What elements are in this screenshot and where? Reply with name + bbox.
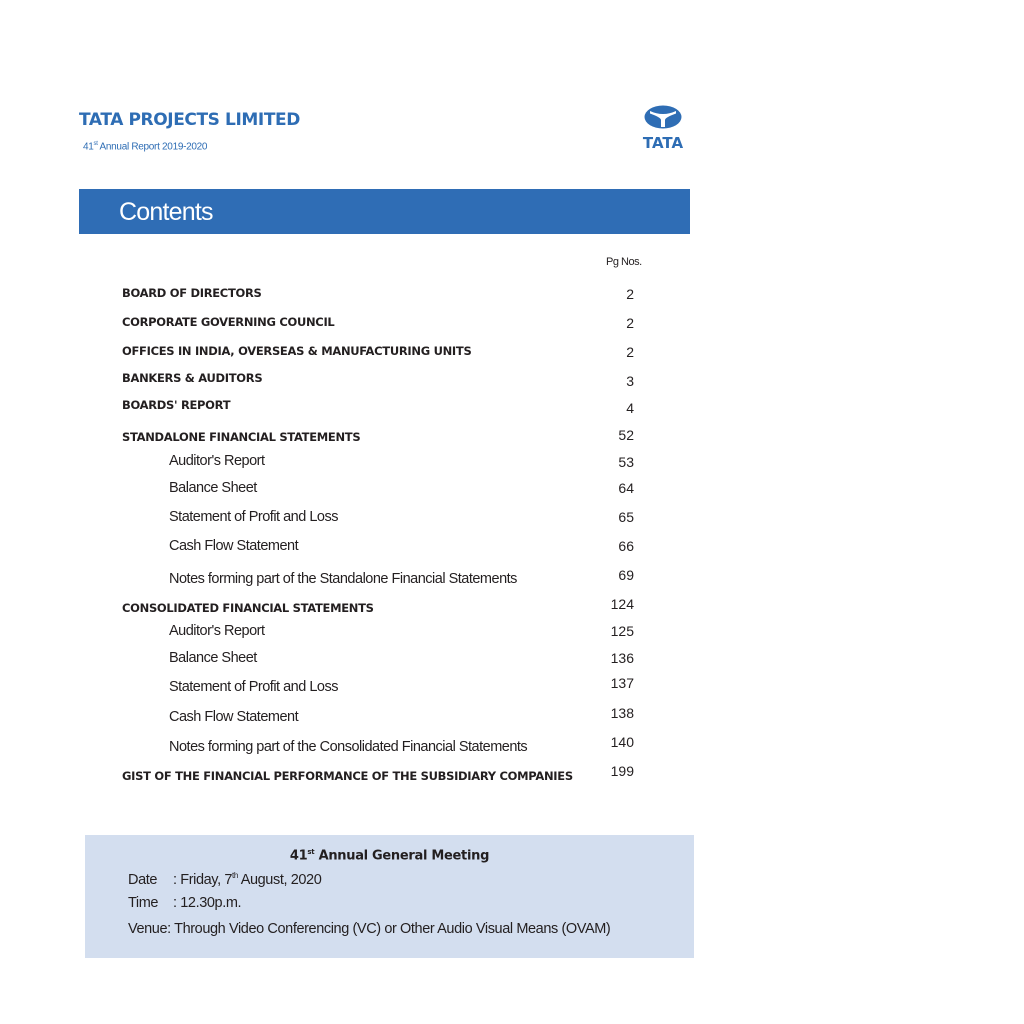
toc-entry-page: 137	[610, 675, 634, 691]
toc-entry-label: Cash Flow Statement	[169, 538, 299, 554]
toc-entry-page: 2	[626, 286, 634, 302]
toc-entry-label: CONSOLIDATED FINANCIAL STATEMENTS	[122, 601, 374, 615]
toc-entry-page: 140	[610, 734, 634, 750]
toc-entry-label: STANDALONE FINANCIAL STATEMENTS	[122, 430, 361, 444]
agm-title-number: 41	[289, 848, 308, 864]
toc-entry	[0, 371, 1024, 391]
toc-entry	[0, 398, 1024, 418]
agm-date-prefix: : Friday, 7	[173, 871, 232, 888]
toc-entry-page: 136	[610, 650, 634, 666]
toc-entry	[0, 453, 1024, 473]
toc-entry-page: 3	[626, 373, 634, 389]
company-name: TATA PROJECTS LIMITED	[79, 110, 300, 130]
page-numbers-header: Pg Nos.	[606, 256, 642, 268]
agm-time-value: : 12.30p.m.	[173, 895, 242, 911]
agm-time	[128, 895, 241, 911]
report-subtitle	[83, 141, 207, 152]
toc-entry	[0, 734, 1024, 759]
agm-title-suffix: st	[307, 848, 315, 856]
toc-entry	[0, 315, 1024, 335]
agm-title-text: Annual General Meeting	[314, 848, 490, 864]
toc-entry	[0, 623, 1024, 643]
report-number-suffix: st	[93, 141, 98, 147]
toc-entry-label: BANKERS & AUDITORS	[122, 371, 263, 385]
toc-entry-label: Statement of Profit and Loss	[169, 509, 338, 525]
agm-date-label: Date	[128, 871, 158, 888]
toc-entry	[0, 509, 1024, 529]
agm-info-box	[85, 835, 694, 958]
agm-venue	[128, 921, 610, 937]
toc-entry-page: 69	[618, 567, 634, 583]
toc-entry-page: 124	[610, 596, 634, 612]
agm-time-label: Time	[128, 895, 159, 911]
agm-title	[85, 848, 694, 863]
toc-entry-page: 53	[618, 454, 634, 470]
toc-entry	[0, 567, 1024, 591]
toc-entry-label: BOARDS' REPORT	[122, 398, 231, 412]
toc-entry-label: Auditor's Report	[169, 623, 265, 639]
toc-entry-label: Balance Sheet	[169, 480, 257, 496]
toc-entry-label: Statement of Profit and Loss	[169, 679, 338, 695]
report-subtitle-text: Annual Report 2019-2020	[97, 141, 208, 153]
toc-entry-label: Balance Sheet	[169, 650, 257, 666]
toc-entry-label: GIST OF THE FINANCIAL PERFORMANCE OF THE SUBSIDIARY COMPANIES	[122, 769, 573, 783]
toc-entry-label: OFFICES IN INDIA, OVERSEAS & MANUFACTURING UNITS	[122, 344, 472, 358]
toc-entry	[0, 650, 1024, 670]
logo-wordmark: TATA	[642, 134, 684, 150]
toc-entry-label: CORPORATE GOVERNING COUNCIL	[122, 315, 335, 329]
toc-entry	[0, 705, 1024, 729]
agm-venue-value: : Through Video Conferencing (VC) or Other Audio Visual Means (OVAM)	[167, 921, 611, 937]
toc-entry-label: Auditor's Report	[169, 453, 265, 469]
toc-entry	[0, 480, 1024, 500]
toc-entry-page: 199	[610, 763, 634, 779]
toc-entry	[0, 596, 1024, 621]
agm-venue-label: Venue	[128, 921, 168, 937]
agm-date-rest: August, 2020	[237, 871, 322, 888]
toc-entry-page: 64	[618, 480, 634, 496]
toc-entry-page: 4	[626, 400, 634, 416]
toc-entry-page: 2	[626, 344, 634, 360]
toc-entry-page: 66	[618, 538, 634, 554]
agm-date-suffix: th	[232, 871, 238, 880]
toc-entry	[0, 675, 1024, 699]
agm-date	[128, 871, 321, 888]
toc-entry	[0, 763, 1024, 789]
toc-entry-page: 2	[626, 315, 634, 331]
toc-entry-label: Notes forming part of the Consolidated Financial Statements	[169, 739, 528, 755]
toc-entry	[0, 344, 1024, 364]
toc-entry-label: Cash Flow Statement	[169, 709, 299, 725]
contents-header-bar	[79, 189, 690, 234]
toc-entry-page: 138	[610, 705, 634, 721]
toc-entry	[0, 538, 1024, 558]
toc-entry-page: 52	[618, 427, 634, 443]
report-number: 41	[83, 141, 94, 153]
toc-entry-label: Notes forming part of the Standalone Financial Statements	[169, 571, 517, 587]
toc-entry-page: 125	[610, 623, 634, 639]
contents-title: Contents	[119, 198, 213, 226]
tata-logo-icon	[636, 104, 690, 150]
toc-entry	[0, 286, 1024, 306]
toc-entry	[0, 427, 1024, 450]
toc-entry-label: BOARD OF DIRECTORS	[122, 286, 262, 300]
toc-entry-page: 65	[618, 509, 634, 525]
